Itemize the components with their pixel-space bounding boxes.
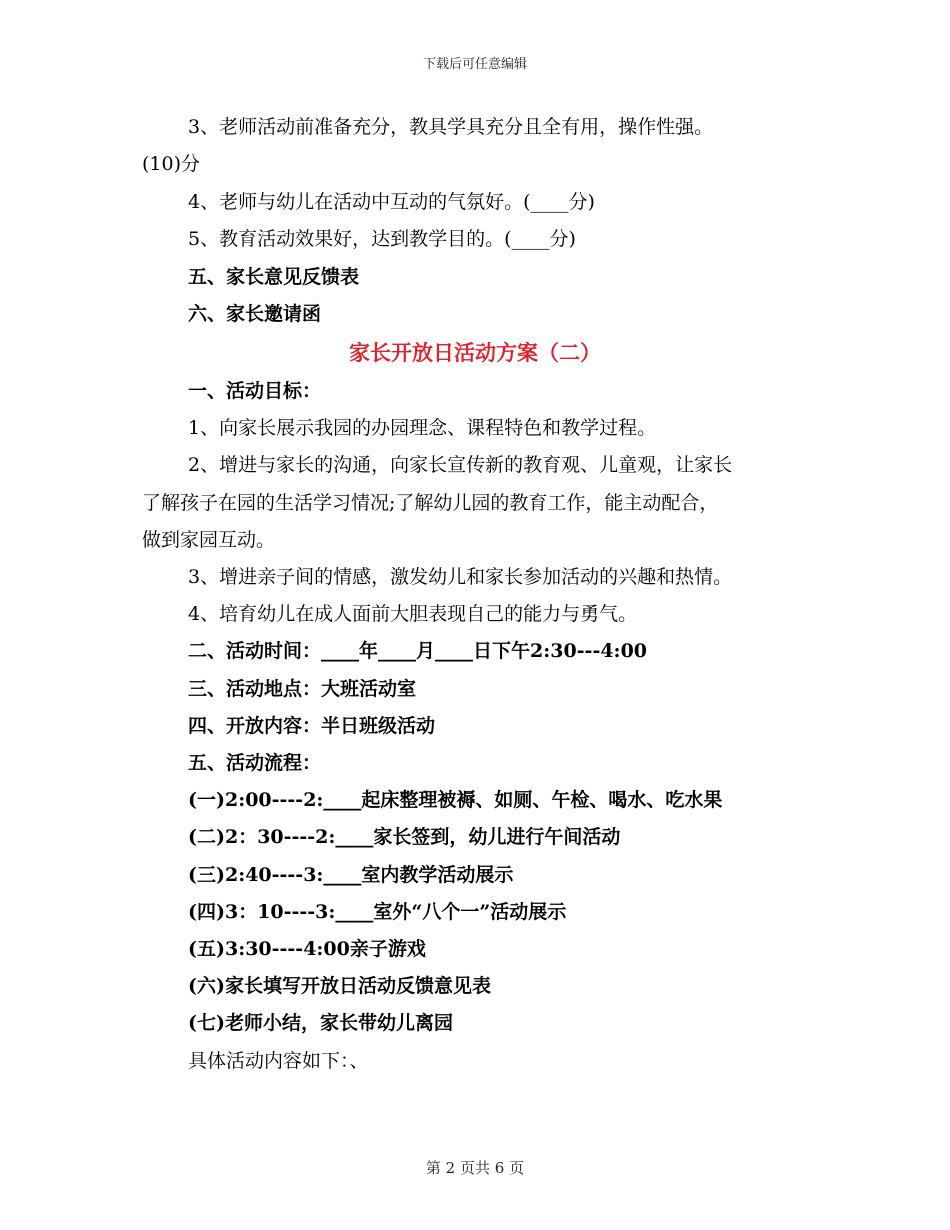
text-line: (三)2:40----3:____室内教学活动展示	[188, 863, 514, 886]
page-header: 下载后可任意编辑	[422, 57, 527, 72]
text-line: (七)老师小结，家长带幼儿离园	[188, 1012, 453, 1035]
text-line: 2、增进与家长的沟通，向家长宣传新的教育观、儿童观，让家长	[188, 454, 733, 477]
text-line: 3、老师活动前准备充分，教具学具充分且全有用，操作性强。	[188, 116, 714, 138]
text-line: (10)分	[142, 153, 201, 176]
text-line: (六)家长填写开放日活动反馈意见表	[188, 975, 491, 998]
text-line: (四)3：10----3:____室外“八个一”活动展示	[188, 900, 567, 923]
text-line: 做到家园互动。	[142, 528, 276, 551]
page-footer: 第 2 页共 6 页	[425, 1159, 525, 1177]
text-line: (一)2:00----2:____起床整理被褥、如厕、午检、喝水、吃水果	[188, 789, 723, 812]
text-line: 四、开放内容：半日班级活动	[188, 714, 436, 737]
text-line: (五)3:30----4:00亲子游戏	[188, 938, 426, 960]
text-line: 五、家长意见反馈表	[188, 265, 360, 288]
text-line: 1、向家长展示我园的办园理念、课程特色和教学过程。	[188, 417, 657, 440]
document-title: 家长开放日活动方案（二）	[349, 340, 601, 365]
text-line: 4、培育幼儿在成人面前大胆表现自己的能力与勇气。	[188, 603, 638, 626]
text-line: 了解孩子在园的生活学习情况;了解幼儿园的教育工作，能主动配合，	[142, 491, 719, 514]
text-line: 4、老师与幼儿在活动中互动的气氛好。(____分)	[188, 190, 595, 213]
text-line: 五、活动流程：	[188, 752, 322, 774]
text-line: 5、教育活动效果好，达到教学目的。(____分)	[188, 228, 576, 251]
text-line: 一、活动目标：	[188, 380, 322, 402]
text-line: 三、活动地点：大班活动室	[188, 677, 417, 700]
text-line: 二、活动时间：____年____月____日下午2:30---4:00	[188, 640, 648, 663]
text-line: 具体活动内容如下：、	[188, 1049, 369, 1072]
text-line: 六、家长邀请函	[188, 303, 322, 325]
text-line: (二)2：30----2:____家长签到，幼儿进行午间活动	[188, 826, 621, 849]
text-line: 3、增进亲子间的情感，激发幼儿和家长参加活动的兴趣和热情。	[188, 566, 733, 588]
